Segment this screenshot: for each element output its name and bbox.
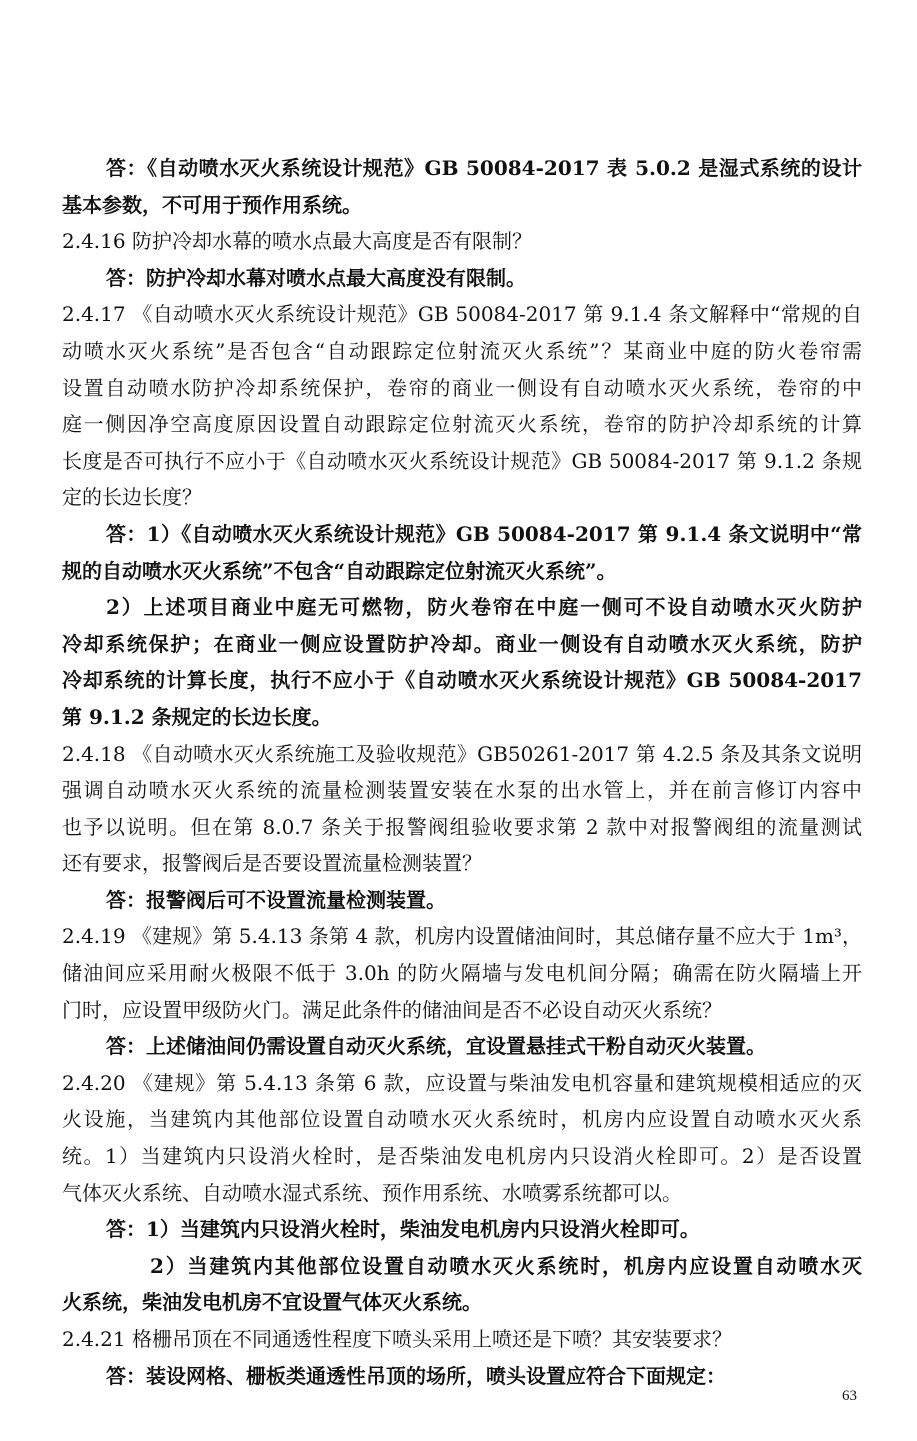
text-line: 庭一侧因净空高度原因设置自动跟踪定位射流灭火系统，卷帘的防护冷却系统的计算 (62, 412, 862, 437)
text-line: 门时，应设置甲级防火门。满足此条件的储油间是否不必设自动灭火系统？ (62, 997, 722, 1022)
text-line: 2.4.17 《自动喷水灭火系统设计规范》GB 50084-2017 第 9.1.4 条文解释中“常规的自 (62, 302, 862, 327)
text-line: 也予以说明。但在第 8.0.7 条关于报警阀组验收要求第 2 款中对报警阀组的流量测试 (62, 814, 862, 839)
text-line: 还有要求，报警阀后是否要设置流量检测装置？ (62, 851, 482, 876)
text-line: 第 9.1.2 条规定的长边长度。 (62, 704, 332, 729)
text-line: 冷却系统的计算长度，执行不应小于《自动喷水灭火系统设计规范》GB 50084-2017 (62, 668, 862, 693)
text-line: 长度是否可执行不应小于《自动喷水灭火系统设计规范》GB 50084-2017 第 9.1.2 条规 (62, 448, 862, 473)
text-line: 储油间应采用耐火极限不低于 3.0h 的防火隔墙与发电机间分隔；确需在防火隔墙上开 (62, 961, 862, 986)
text-line: 答：上述储油间仍需设置自动灭火系统，宜设置悬挂式干粉自动灭火装置。 (106, 1034, 766, 1059)
text-line: 答：《自动喷水灭火系统设计规范》GB 50084-2017 表 5.0.2 是湿式系统的设计 (106, 156, 862, 180)
text-line: 气体灭火系统、自动喷水湿式系统、预作用系统、水喷雾系统都可以。 (62, 1180, 682, 1205)
text-line: 答：1）当建筑内只设消火栓时，柴油发电机房内只设消火栓即可。 (106, 1217, 700, 1242)
text-line: 规的自动喷水灭火系统”不包含“自动跟踪定位射流灭火系统”。 (62, 558, 617, 583)
text-line: 2.4.16 防护冷却水幕的喷水点最大高度是否有限制？ (62, 229, 532, 254)
text-line: 2.4.18 《自动喷水灭火系统施工及验收规范》GB50261-2017 第 4.2.5 条及其条文说明 (62, 741, 862, 766)
text-line: 答：装设网格、栅板类通透性吊顶的场所，喷头设置应符合下面规定： (106, 1363, 726, 1388)
text-line: 统。1）当建筑内只设消火栓时，是否柴油发电机房内只设消火栓即可。2）是否设置 (62, 1144, 862, 1169)
text-line: 火设施，当建筑内其他部位设置自动喷水灭火系统时，机房内应设置自动喷水灭火系 (62, 1107, 862, 1132)
text-line: 2.4.19 《建规》第 5.4.13 条第 4 款，机房内设置储油间时，其总储存量不应大于 1m³， (62, 924, 862, 949)
text-line: 答：防护冷却水幕对喷水点最大高度没有限制。 (106, 265, 526, 290)
page-number: 63 (842, 1388, 857, 1404)
text-line: 动喷水灭火系统”是否包含“自动跟踪定位射流灭火系统”？某商业中庭的防火卷帘需 (62, 338, 862, 363)
text-line: 2.4.21 格栅吊顶在不同通透性程度下喷头采用上喷还是下喷？其安装要求？ (62, 1327, 732, 1351)
text-line: 答：1）《自动喷水灭火系统设计规范》GB 50084-2017 第 9.1.4 条文说明中“常 (106, 521, 862, 546)
text-line: 2.4.20 《建规》第 5.4.13 条第 6 款，应设置与柴油发电机容量和建筑规模相适应的灭 (62, 1070, 862, 1095)
text-line: 2）当建筑内其他部位设置自动喷水灭火系统时，机房内应设置自动喷水灭 (150, 1253, 862, 1278)
text-line: 定的长边长度？ (62, 485, 202, 510)
text-line: 强调自动喷水灭火系统的流量检测装置安装在水泵的出水管上，并在前言修订内容中 (62, 778, 862, 803)
text-line: 火系统，柴油发电机房不宜设置气体灭火系统。 (62, 1290, 482, 1315)
text-line: 基本参数，不可用于预作用系统。 (62, 192, 362, 217)
text-line: 冷却系统保护；在商业一侧应设置防护冷却。商业一侧设有自动喷水灭火系统，防护 (62, 631, 862, 656)
page-body (62, 150, 862, 1394)
text-line: 答：报警阀后可不设置流量检测装置。 (106, 887, 446, 912)
text-line: 设置自动喷水防护冷却系统保护，卷帘的商业一侧设有自动喷水灭火系统，卷帘的中 (62, 375, 862, 400)
text-line: 2）上述项目商业中庭无可燃物，防火卷帘在中庭一侧可不设自动喷水灭火防护 (106, 595, 862, 620)
